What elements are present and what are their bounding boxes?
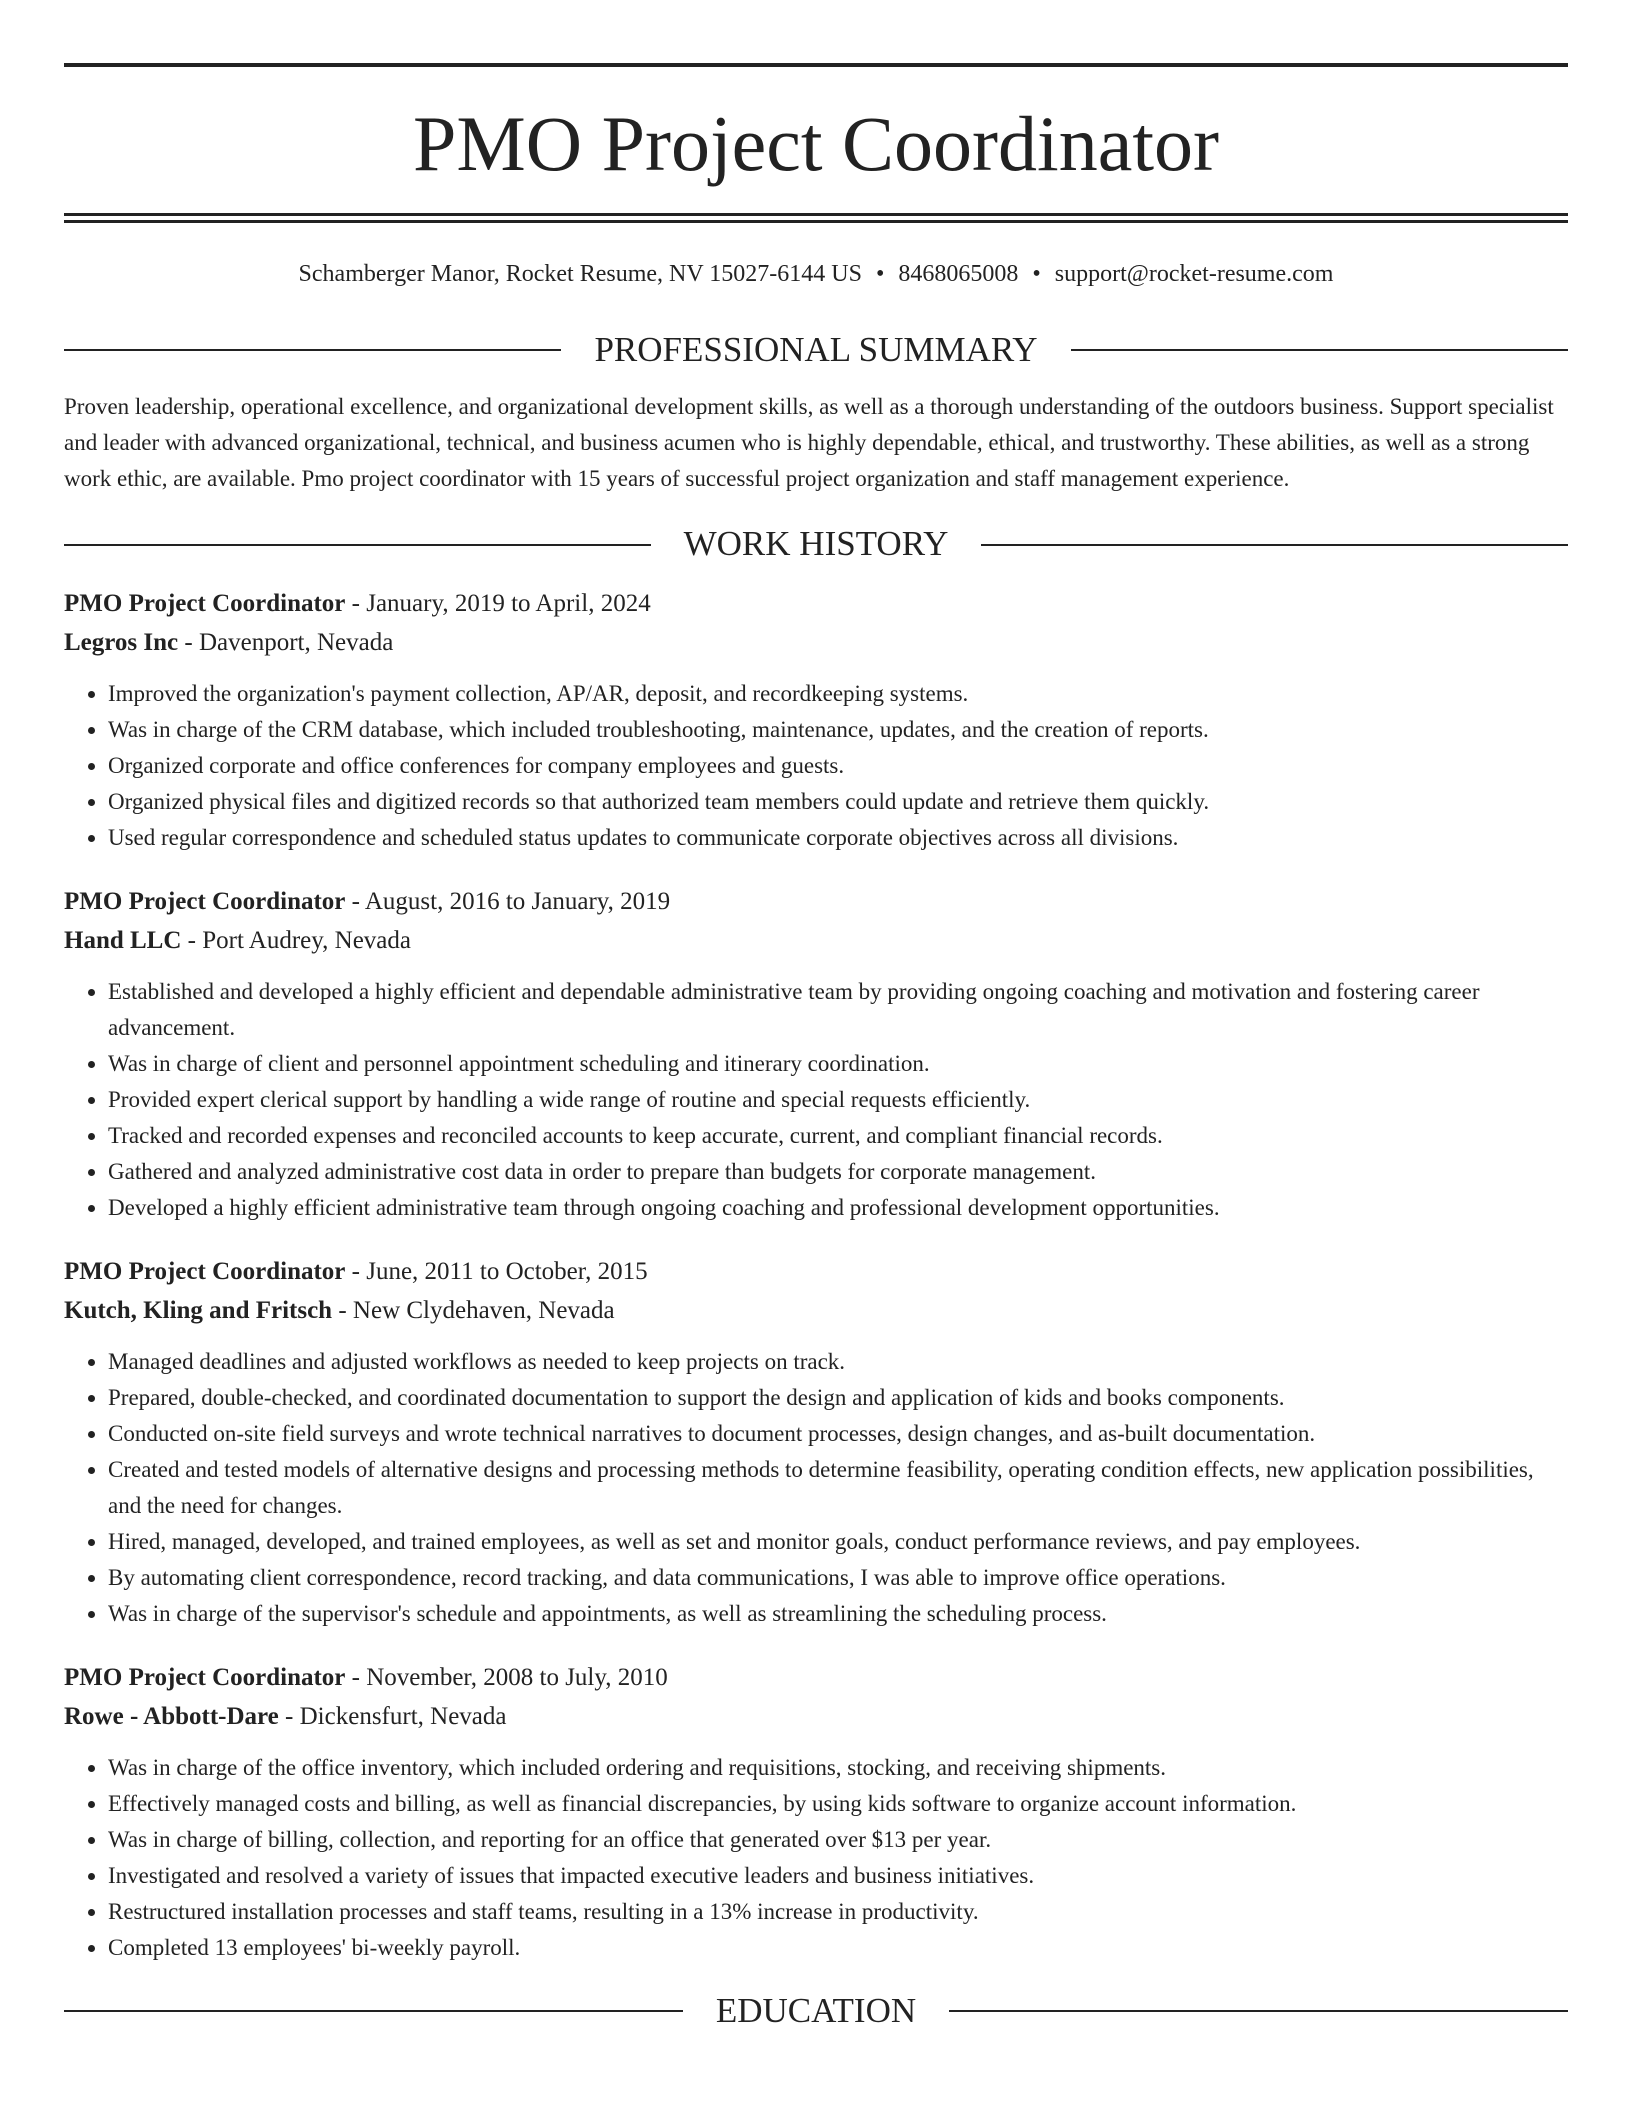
list-item: • Tracked and recorded expenses and reconciled accounts to keep accurate, current, and compliant financial records. <box>108 1118 1568 1154</box>
contact-separator: • <box>875 261 885 287</box>
job-company: Kutch, Kling and Fritsch <box>64 1296 333 1324</box>
job-entry <box>64 584 1568 856</box>
section-rule-left <box>64 349 561 351</box>
title-double-rule <box>64 213 1568 223</box>
summary-text: Proven leadership, operational excellence, and organizational development skills, as well as a thorough understanding of the outdoors business. Support specialist and leader with advanced organizational, technical, and business acumen who is highly dependable, ethical, and trustworthy. These abilities, as well as a strong work ethic, are available. Pmo project coordinator with 15 years of successful project organization and staff management experience. <box>64 394 1554 492</box>
job-company-line <box>64 1697 1568 1736</box>
list-item: • Conducted on-site field surveys and wrote technical narratives to document processes, design changes, and as-built documentation. <box>108 1416 1568 1452</box>
list-item: • Prepared, double-checked, and coordinated documentation to support the design and application of kids and books components. <box>108 1380 1568 1416</box>
work-history-list <box>64 584 1568 1966</box>
job-company: Rowe - Abbott-Dare <box>64 1702 279 1730</box>
list-item: • Developed a highly efficient administrative team through ongoing coaching and professional development opportunities. <box>108 1190 1568 1226</box>
job-bullets <box>64 1344 1568 1632</box>
job-company: Legros Inc <box>64 628 179 656</box>
list-item: • Completed 13 employees' bi-weekly payroll. <box>108 1930 1568 1966</box>
job-dates: - June, 2011 to October, 2015 <box>345 1257 648 1285</box>
job-title-line <box>64 1252 1568 1291</box>
section-rule-right <box>981 544 1568 546</box>
job-title: PMO Project Coordinator <box>64 589 346 617</box>
section-title: WORK HISTORY <box>683 524 949 564</box>
job-dates: - November, 2008 to July, 2010 <box>345 1663 668 1691</box>
contact-line <box>64 260 1568 289</box>
section-heading-summary <box>64 331 1568 370</box>
section-heading-work-history <box>64 525 1568 564</box>
list-item: • Was in charge of the office inventory, which included ordering and requisitions, stocking, and receiving shipments. <box>108 1750 1568 1786</box>
section-rule-left <box>64 544 651 546</box>
job-title-line <box>64 584 1568 623</box>
list-item: • Organized physical files and digitized records so that authorized team members could update and retrieve them quickly. <box>108 784 1568 820</box>
job-entry <box>64 1252 1568 1632</box>
list-item: • Investigated and resolved a variety of issues that impacted executive leaders and business initiatives. <box>108 1858 1568 1894</box>
section-rule-right <box>1071 349 1568 351</box>
job-company-line <box>64 1291 1568 1330</box>
resume-title: PMO Project Coordinator <box>413 100 1219 187</box>
contact-email: support@rocket-resume.com <box>1054 261 1334 287</box>
job-bullets <box>64 974 1568 1226</box>
list-item: • Effectively managed costs and billing, as well as financial discrepancies, by using kids software to organize account information. <box>108 1786 1568 1822</box>
contact-address: Schamberger Manor, Rocket Resume, NV 15027-6144 US <box>298 261 862 287</box>
section-rule-left <box>64 2010 683 2012</box>
job-location: - New Clydehaven, Nevada <box>332 1296 615 1324</box>
list-item: • Was in charge of the CRM database, which included troubleshooting, maintenance, updates, and the creation of reports. <box>108 712 1568 748</box>
job-dates: - August, 2016 to January, 2019 <box>345 887 671 915</box>
job-bullets <box>64 676 1568 856</box>
job-title-line <box>64 882 1568 921</box>
contact-separator: • <box>1032 261 1041 287</box>
job-company-line <box>64 921 1568 960</box>
section-title: EDUCATION <box>715 1990 917 2030</box>
list-item: • Used regular correspondence and scheduled status updates to communicate corporate objectives across all divisions. <box>108 820 1568 856</box>
job-company-line <box>64 623 1568 662</box>
list-item: • Gathered and analyzed administrative cost data in order to prepare than budgets for corporate management. <box>108 1154 1568 1190</box>
job-company: Hand LLC <box>64 926 182 954</box>
job-dates: - January, 2019 to April, 2024 <box>345 589 651 617</box>
section-rule-right <box>949 2010 1568 2012</box>
section-heading-education <box>64 1992 1568 2031</box>
job-location: - Port Audrey, Nevada <box>181 926 411 954</box>
job-bullets <box>64 1750 1568 1966</box>
job-entry <box>64 1658 1568 1966</box>
job-title: PMO Project Coordinator <box>64 1257 346 1285</box>
section-title: PROFESSIONAL SUMMARY <box>594 329 1038 369</box>
list-item: • Hired, managed, developed, and trained employees, as well as set and monitor goals, conduct performance reviews, and pay employees. <box>108 1524 1568 1560</box>
top-rule <box>64 63 1568 67</box>
job-title: PMO Project Coordinator <box>64 1663 346 1691</box>
job-title: PMO Project Coordinator <box>64 887 346 915</box>
list-item: • Was in charge of client and personnel appointment scheduling and itinerary coordination. <box>108 1046 1568 1082</box>
job-location: - Davenport, Nevada <box>178 628 394 656</box>
list-item: • Was in charge of billing, collection, and reporting for an office that generated over $13 per year. <box>108 1822 1568 1858</box>
list-item: • By automating client correspondence, record tracking, and data communications, I was able to improve office operations. <box>108 1560 1568 1596</box>
contact-phone: 8468065008 <box>898 261 1019 287</box>
list-item: • Was in charge of the supervisor's schedule and appointments, as well as streamlining the scheduling process. <box>108 1596 1568 1632</box>
job-title-line <box>64 1658 1568 1697</box>
list-item: • Managed deadlines and adjusted workflows as needed to keep projects on track. <box>108 1344 1568 1380</box>
list-item: • Provided expert clerical support by handling a wide range of routine and special requests efficiently. <box>108 1082 1568 1118</box>
list-item: • Organized corporate and office conferences for company employees and guests. <box>108 748 1568 784</box>
list-item: • Improved the organization's payment collection, AP/AR, deposit, and recordkeeping systems. <box>108 676 1568 712</box>
job-location: - Dickensfurt, Nevada <box>278 1702 507 1730</box>
job-entry <box>64 882 1568 1226</box>
list-item: • Established and developed a highly efficient and dependable administrative team by providing ongoing coaching and motivation and fostering career advancement. <box>108 974 1568 1046</box>
list-item: • Created and tested models of alternative designs and processing methods to determine feasibility, operating condition effects, new application possibilities, and the need for changes. <box>108 1452 1568 1524</box>
list-item: • Restructured installation processes and staff teams, resulting in a 13% increase in productivity. <box>108 1894 1568 1930</box>
resume-page <box>64 0 1568 2030</box>
